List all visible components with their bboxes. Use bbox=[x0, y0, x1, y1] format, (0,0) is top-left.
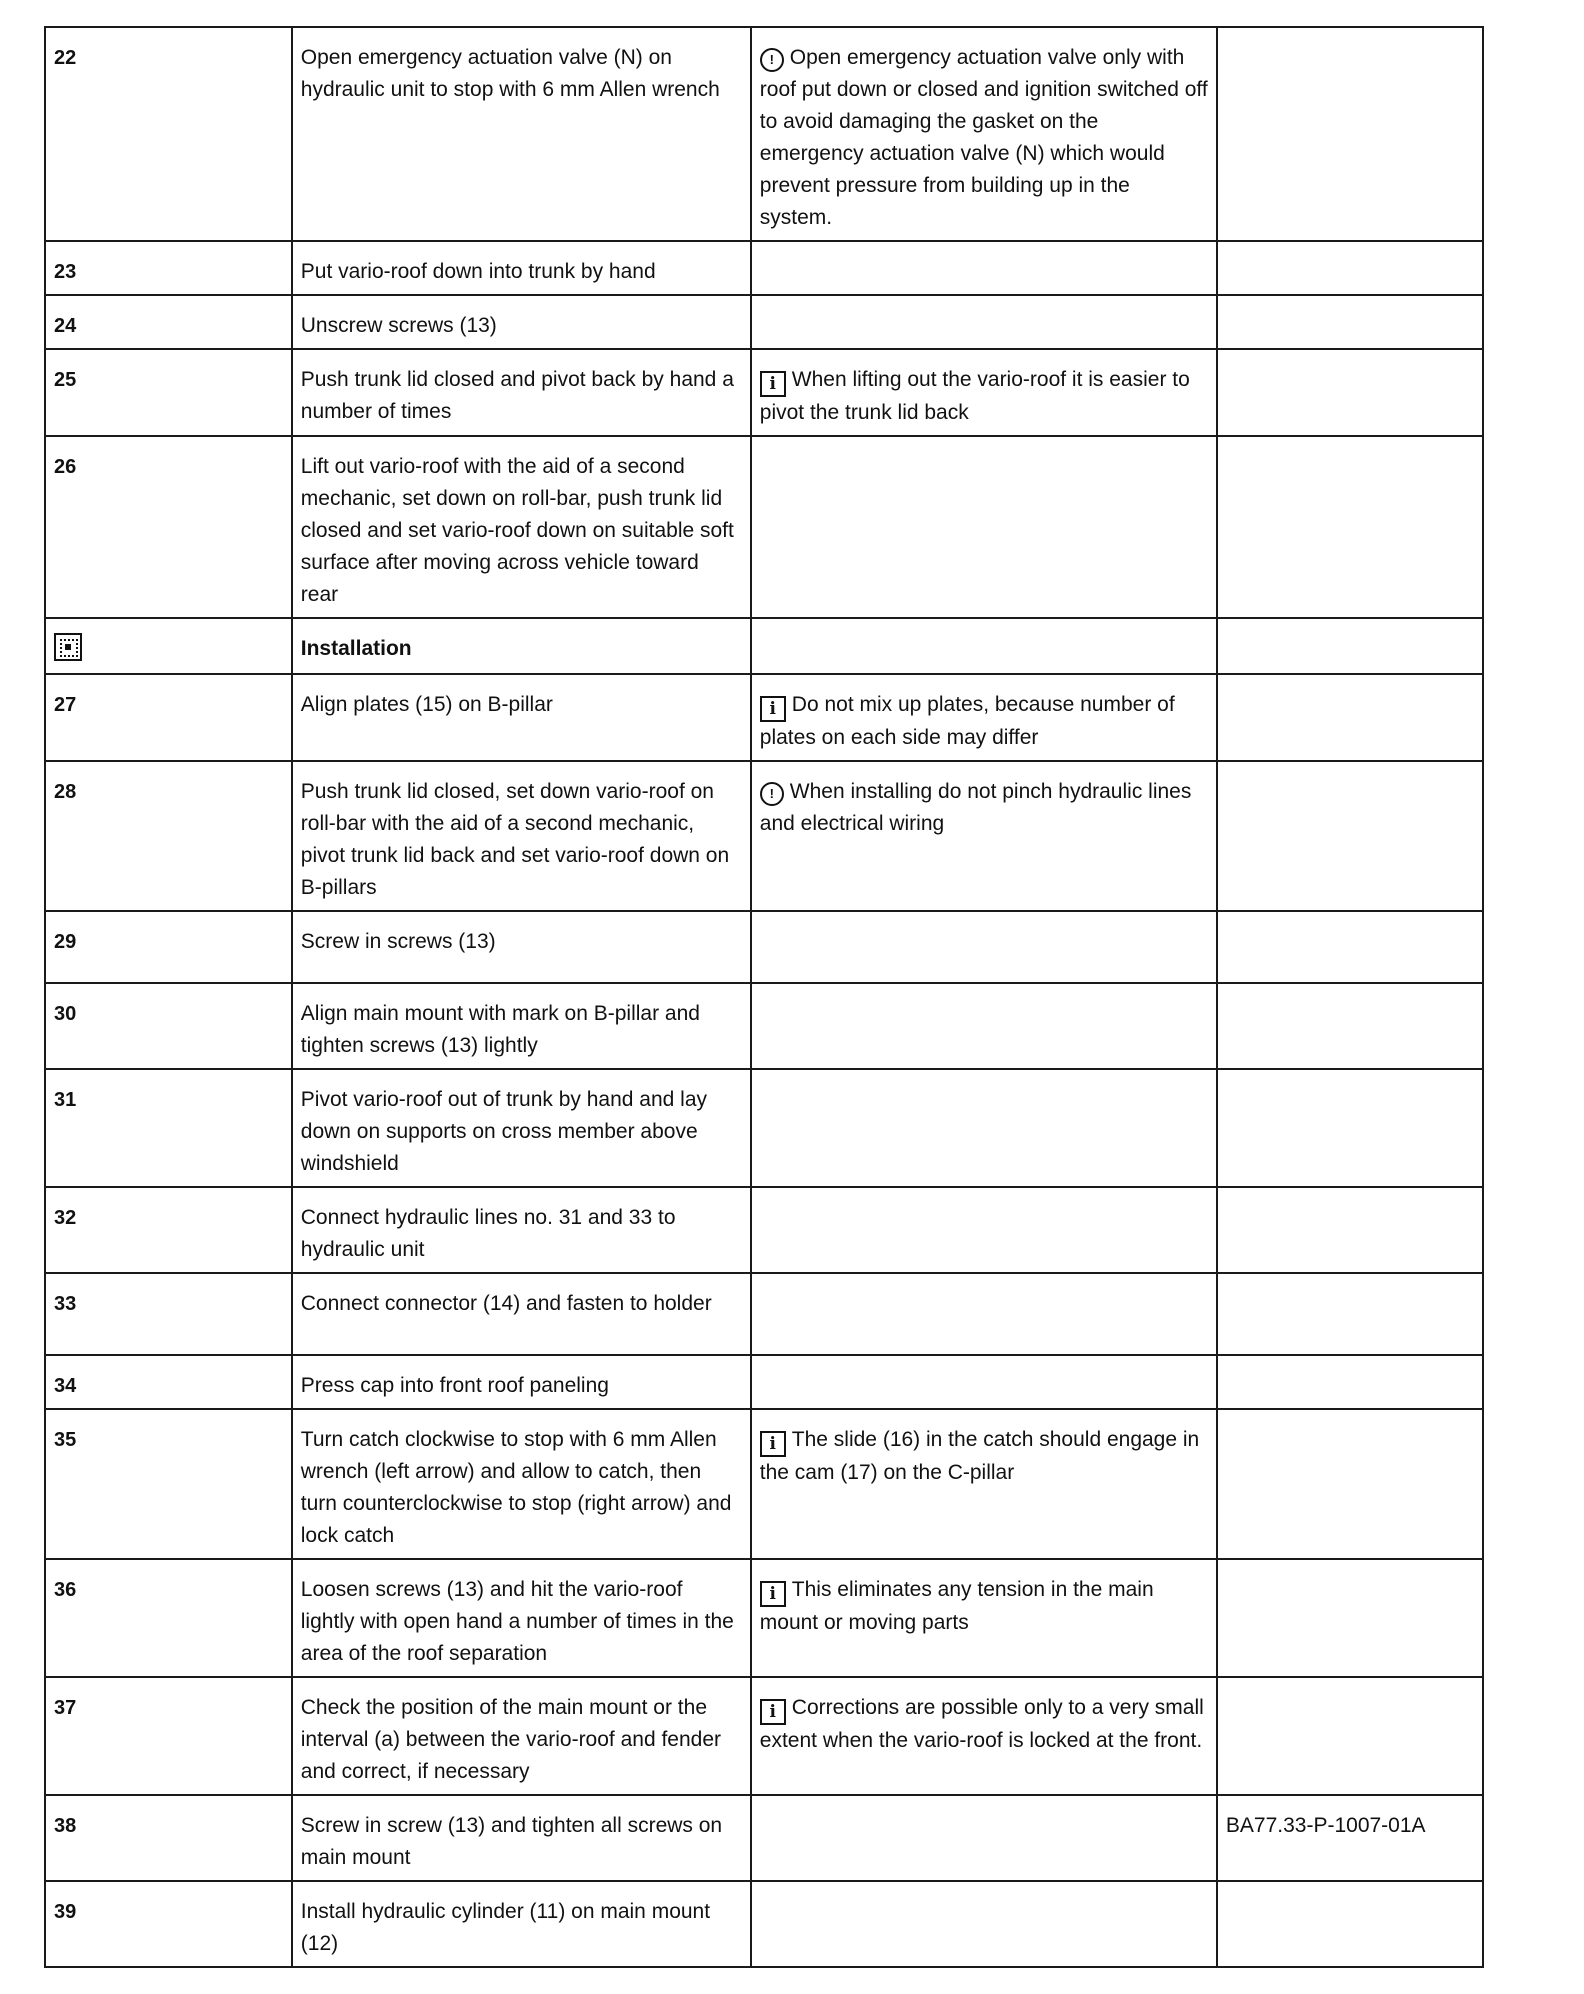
step-number: 32 bbox=[45, 1187, 292, 1273]
step-number: 25 bbox=[45, 349, 292, 436]
step-reference bbox=[1217, 241, 1483, 295]
step-number: 22 bbox=[45, 27, 292, 241]
step-action: Connect hydraulic lines no. 31 and 33 to hydraulic unit bbox=[292, 1187, 751, 1273]
table-row bbox=[45, 241, 1483, 295]
step-note bbox=[751, 1069, 1217, 1187]
table-row bbox=[45, 1409, 1483, 1559]
step-note bbox=[751, 618, 1217, 674]
step-note bbox=[751, 295, 1217, 349]
step-note bbox=[751, 983, 1217, 1069]
step-note bbox=[751, 241, 1217, 295]
table-row bbox=[45, 1187, 1483, 1273]
step-action: Install hydraulic cylinder (11) on main mount (12) bbox=[292, 1881, 751, 1967]
table-row bbox=[45, 761, 1483, 911]
caution-icon: ! bbox=[760, 48, 784, 72]
step-action: Check the position of the main mount or the interval (a) between the vario-roof and fender and correct, if necessary bbox=[292, 1677, 751, 1795]
table-row bbox=[45, 436, 1483, 618]
step-number: 31 bbox=[45, 1069, 292, 1187]
step-action: Turn catch clockwise to stop with 6 mm Allen wrench (left arrow) and allow to catch, then turn counterclockwise to stop (right arrow) and lock catch bbox=[292, 1409, 751, 1559]
table-row bbox=[45, 1355, 1483, 1409]
table-row bbox=[45, 1677, 1483, 1795]
step-action: Open emergency actuation valve (N) on hydraulic unit to stop with 6 mm Allen wrench bbox=[292, 27, 751, 241]
step-action: Align main mount with mark on B-pillar and tighten screws (13) lightly bbox=[292, 983, 751, 1069]
table-row bbox=[45, 1559, 1483, 1677]
step-reference bbox=[1217, 618, 1483, 674]
table-row bbox=[45, 1069, 1483, 1187]
step-note bbox=[751, 1273, 1217, 1355]
step-note-text: This eliminates any tension in the main mount or moving parts bbox=[759, 1578, 1154, 1634]
step-action: Unscrew screws (13) bbox=[292, 295, 751, 349]
step-action: Put vario-roof down into trunk by hand bbox=[292, 241, 751, 295]
table-row bbox=[45, 295, 1483, 349]
step-number: 29 bbox=[45, 911, 292, 983]
step-action: Screw in screw (13) and tighten all screws on main mount bbox=[292, 1795, 751, 1881]
step-number: 38 bbox=[45, 1795, 292, 1881]
step-reference bbox=[1217, 349, 1483, 436]
step-reference bbox=[1217, 1559, 1483, 1677]
step-note bbox=[751, 349, 1217, 436]
procedure-table bbox=[44, 26, 1484, 1968]
step-note bbox=[751, 1677, 1217, 1795]
step-note bbox=[751, 761, 1217, 911]
step-reference bbox=[1217, 27, 1483, 241]
step-reference bbox=[1217, 761, 1483, 911]
step-action: Connect connector (14) and fasten to holder bbox=[292, 1273, 751, 1355]
table-row bbox=[45, 1881, 1483, 1967]
step-note bbox=[751, 1409, 1217, 1559]
step-note bbox=[751, 1187, 1217, 1273]
step-note bbox=[751, 1355, 1217, 1409]
step-number: 37 bbox=[45, 1677, 292, 1795]
table-row bbox=[45, 618, 1483, 674]
step-reference bbox=[1217, 1273, 1483, 1355]
step-note bbox=[751, 911, 1217, 983]
procedure-table-body bbox=[45, 27, 1483, 1967]
step-number: 36 bbox=[45, 1559, 292, 1677]
step-note bbox=[751, 436, 1217, 618]
installation-icon bbox=[54, 633, 82, 661]
info-icon: i bbox=[760, 696, 786, 722]
step-number: 24 bbox=[45, 295, 292, 349]
step-reference bbox=[1217, 436, 1483, 618]
table-row bbox=[45, 1273, 1483, 1355]
step-reference bbox=[1217, 1355, 1483, 1409]
step-reference bbox=[1217, 1409, 1483, 1559]
step-note-text: The slide (16) in the catch should engage in the cam (17) on the C-pillar bbox=[759, 1428, 1200, 1484]
step-action: Loosen screws (13) and hit the vario-roof lightly with open hand a number of times in the area of the roof separation bbox=[292, 1559, 751, 1677]
step-note-text: When installing do not pinch hydraulic lines and electrical wiring bbox=[759, 780, 1192, 835]
table-row bbox=[45, 911, 1483, 983]
step-reference bbox=[1217, 911, 1483, 983]
step-note bbox=[751, 1559, 1217, 1677]
step-note bbox=[751, 1795, 1217, 1881]
step-note bbox=[751, 1881, 1217, 1967]
step-note bbox=[751, 674, 1217, 761]
step-reference: BA77.33-P-1007-01A bbox=[1217, 1795, 1483, 1881]
info-icon: i bbox=[760, 371, 786, 397]
info-icon: i bbox=[760, 1431, 786, 1457]
step-number: 28 bbox=[45, 761, 292, 911]
step-action: Lift out vario-roof with the aid of a second mechanic, set down on roll-bar, push trunk lid closed and set vario-roof down on suitable soft surface after moving across vehicle toward rear bbox=[292, 436, 751, 618]
step-number bbox=[45, 618, 292, 674]
step-note-text: Open emergency actuation valve only with roof put down or closed and ignition switched off to avoid damaging the gasket on the emergency actuation valve (N) which would prevent pressure from building up in the system. bbox=[759, 46, 1208, 229]
step-reference bbox=[1217, 674, 1483, 761]
table-row bbox=[45, 983, 1483, 1069]
step-note bbox=[751, 27, 1217, 241]
step-reference bbox=[1217, 1069, 1483, 1187]
step-number: 30 bbox=[45, 983, 292, 1069]
step-reference bbox=[1217, 295, 1483, 349]
step-number: 26 bbox=[45, 436, 292, 618]
step-note-text: Corrections are possible only to a very small extent when the vario-roof is locked at the front. bbox=[759, 1696, 1204, 1752]
step-action: Push trunk lid closed, set down vario-roof on roll-bar with the aid of a second mechanic, pivot trunk lid back and set vario-roof down on B-pillars bbox=[292, 761, 751, 911]
step-note-text: Do not mix up plates, because number of plates on each side may differ bbox=[759, 693, 1175, 749]
table-row bbox=[45, 27, 1483, 241]
caution-icon: ! bbox=[760, 782, 784, 806]
step-reference bbox=[1217, 1881, 1483, 1967]
step-action: Screw in screws (13) bbox=[292, 911, 751, 983]
step-reference bbox=[1217, 1677, 1483, 1795]
step-reference bbox=[1217, 1187, 1483, 1273]
step-number: 23 bbox=[45, 241, 292, 295]
table-row bbox=[45, 674, 1483, 761]
step-number: 27 bbox=[45, 674, 292, 761]
step-action: Align plates (15) on B-pillar bbox=[292, 674, 751, 761]
step-action: Push trunk lid closed and pivot back by hand a number of times bbox=[292, 349, 751, 436]
info-icon: i bbox=[760, 1699, 786, 1725]
table-row bbox=[45, 349, 1483, 436]
step-number: 39 bbox=[45, 1881, 292, 1967]
step-number: 34 bbox=[45, 1355, 292, 1409]
step-action: Press cap into front roof paneling bbox=[292, 1355, 751, 1409]
step-number: 33 bbox=[45, 1273, 292, 1355]
step-note-text: When lifting out the vario-roof it is easier to pivot the trunk lid back bbox=[759, 368, 1190, 424]
info-icon: i bbox=[760, 1581, 786, 1607]
table-row bbox=[45, 1795, 1483, 1881]
section-heading-installation: Installation bbox=[292, 618, 751, 674]
step-action: Pivot vario-roof out of trunk by hand and lay down on supports on cross member above windshield bbox=[292, 1069, 751, 1187]
step-reference bbox=[1217, 983, 1483, 1069]
step-number: 35 bbox=[45, 1409, 292, 1559]
